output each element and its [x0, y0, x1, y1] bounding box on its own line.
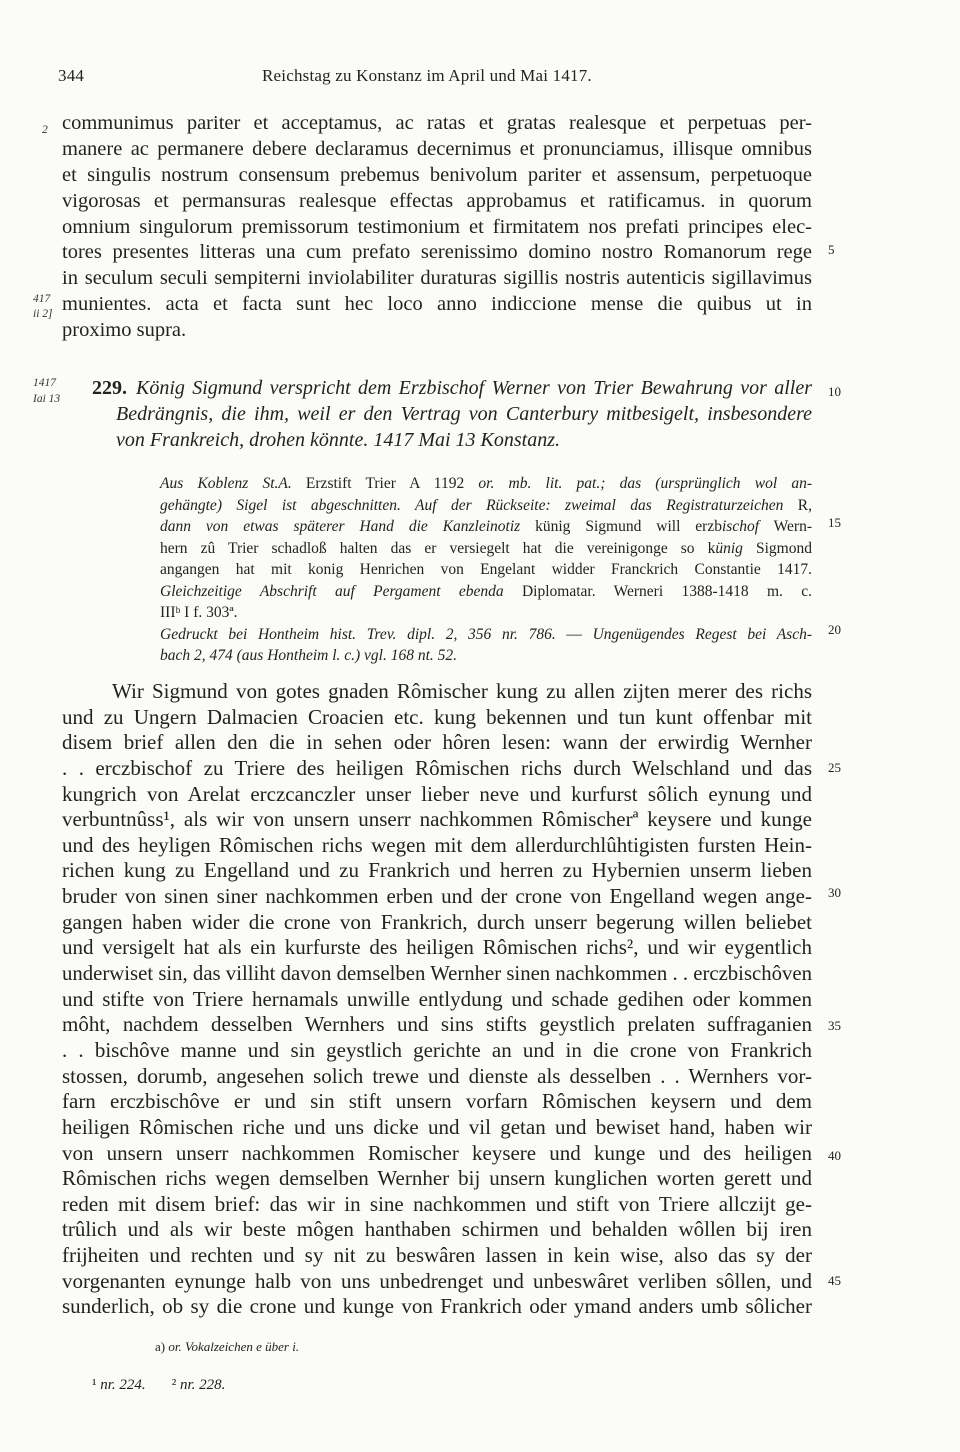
apparatus-segment: dann von etwas späterer Hand die Kanzleinotiz — [160, 518, 521, 535]
line-number: 35 — [828, 1018, 841, 1033]
apparatus-line — [160, 602, 812, 624]
regest-text: König Sigmund verspricht dem Erzbischof Werner von Trier Bewahrung vor aller — [136, 377, 812, 399]
apparatus-segment: R, — [783, 496, 812, 514]
regest-line — [92, 375, 812, 401]
footnote-text: nr. 224. — [100, 1377, 146, 1393]
text-line: underwiset sin, das villiht davon demselben Wernher sinen nachkommen . . erczbischôven — [62, 961, 812, 986]
page-number: 344 — [58, 66, 85, 85]
apparatus-segment: or. mb. lit. pat.; das (ursprünglich wol an- — [478, 475, 813, 492]
apparatus-segment: hern zû Trier schadloß halten das er versiegelt hat die vereinigonge so k — [160, 539, 716, 557]
text-line: farn erczbischôve er und sin stift unsern vorfarn Rômischen keysern und dem — [62, 1089, 812, 1114]
apparatus-segment: Gedruckt bei Hontheim hist. Trev. dipl. 2, 356 nr. 786. — [160, 625, 556, 643]
running-title: Reichstag zu Konstanz im April und Mai 1417. — [262, 66, 592, 85]
margin-date: Iai 13 — [33, 393, 61, 405]
line-number: 15 — [828, 515, 841, 530]
text-line: reden mit disem brief: das wir in sine nachkommen und stift von Triere allczijt ge- — [62, 1191, 812, 1216]
apparatus-segment: Wern- — [759, 518, 813, 535]
text-line: und versigelt hat als ein kurfurste des heiligen Rômischen richs², und wir eygentlich — [62, 935, 812, 960]
text-line: stossen, dorumb, angesehen solich trewe und dienste als desselben . . Wernhers vor- — [62, 1063, 812, 1088]
text-line: vigorosas et permansuras realesque effectas approbamus et ratificamus. in quorum — [62, 189, 812, 212]
apparatus-line — [160, 581, 812, 603]
text-line: . . bischôve manne und sin geystlich gerichte an und in die crone von Frankrich — [62, 1037, 812, 1062]
text-line: und zu Ungern Dalmacien Croacien etc. kung bekennen und tun kunt offenbar mit — [62, 704, 812, 729]
apparatus-segment: Erzstift Trier A 1192 — [291, 475, 479, 492]
margin-note: ii 2] — [33, 308, 53, 320]
text-line: tores presentes litteras una cum prefato serenissimo domino nostro Romanorum rege — [62, 241, 812, 264]
text-line: kungrich von Arelat erczcanczler unser lieber neve und kurfurst sôlich eynung und — [62, 781, 812, 806]
text-line: trûlich und als wir beste môgen hanthaben schirmen und behalden wôllen bij iren — [62, 1217, 812, 1242]
text-line: bruder von sinen siner nachkommen erben und der crone von Engelland wegen ange- — [62, 884, 812, 909]
text-line: proximo supra. — [62, 319, 187, 342]
text-line: heiligen Rômischen riche und uns dicke und vil getan und bewiset hand, haben wir — [62, 1114, 812, 1139]
text-line: omnium singulorum premissorum testimonium et firmitatem nos prefati principes elec- — [62, 215, 812, 238]
text-line: von unsern unserr nachkommen Romischer keysere und kunge und des heiligen — [62, 1140, 812, 1165]
apparatus-line — [160, 538, 812, 560]
text-line: Wir Sigmund von gotes gnaden Rômischer kung zu allen zijten merer des richs — [112, 679, 812, 703]
regest-line: Bedrängnis, die ihm, weil er den Vertrag von Canterbury mitbesigelt, insbesondere — [116, 403, 812, 425]
apparatus-segment: ischof — [721, 518, 760, 535]
continuation-paragraph — [62, 111, 812, 344]
apparatus-segment: Aus Koblenz St.A. — [160, 475, 292, 492]
line-number: 5 — [828, 242, 835, 257]
line-number: 45 — [828, 1273, 841, 1288]
footnote-numbered — [92, 1377, 225, 1394]
text-line: disem brief allen den die in sehen oder hôren lesen: wann der erwirdig Wernher — [62, 730, 812, 755]
regest-line: von Frankreich, drohen könnte. 1417 Mai 13 Konstanz. — [116, 429, 561, 451]
line-number: 25 — [828, 760, 841, 775]
text-line: Rômischen richs wegen demselben Wernher bij unsern kunglichen worten gerett und — [62, 1166, 812, 1191]
text-line: manere ac permanere debere declaramus decernimus et pronunciamus, illisque omnibus — [62, 137, 812, 160]
footnote-text: or. Vokalzeichen e über i. — [168, 1339, 300, 1354]
apparatus-line — [160, 645, 812, 667]
text-line: und stifte von Triere hernamals unwille entlydung und schade gedihen oder kommen — [62, 986, 812, 1011]
text-line: môht, nachdem desselben Wernhers und sins stifts geystlich prelaten suffraganien — [62, 1012, 812, 1037]
text-line: frijheiten und rechten und sy nit zu beswâren lassen in kein wise, also das sy der — [62, 1243, 812, 1268]
apparatus-segment: künig Sigmund will erzb — [520, 518, 722, 535]
apparatus-line — [160, 473, 812, 495]
apparatus-segment: Ungenügendes Regest bei Asch- — [592, 625, 813, 643]
text-line: . . erczbischof zu Triere des heiligen Rômischen richs durch Welschland und das — [62, 755, 812, 780]
line-number: 40 — [828, 1148, 841, 1163]
apparatus-segment: gehängte) Sigel ist abgeschnitten. Auf der Rückseite: zweimal das Registraturzeichen — [160, 496, 784, 514]
text-line: richen kung zu Engelland und zu Frankrich und herren zu Hybernien unserm lieben — [62, 858, 812, 883]
apparatus-segment: IIIᵇ I f. 303ª. — [160, 604, 238, 621]
document-regest — [92, 375, 812, 453]
text-line: sunderlich, ob sy die crone und kunge von Frankrich oder ymand anders umb sôlicher — [62, 1294, 812, 1319]
footnote-mark: a) — [155, 1339, 169, 1354]
text-line: communimus pariter et acceptamus, ac ratas et gratas realesque et perpetuas per- — [62, 112, 812, 134]
apparatus-segment: ünig — [715, 539, 743, 557]
footnote-mark: ² — [171, 1377, 180, 1393]
document-number: 229. — [92, 377, 127, 399]
text-line: verbuntnûss¹, als wir von unsern unserr nachkommen Rômischerª keysere und kunge — [62, 807, 812, 832]
source-apparatus — [160, 473, 812, 667]
margin-note: 417 — [33, 293, 51, 305]
apparatus-segment: Gleichzeitige Abschrift auf Pergament ebenda — [160, 582, 504, 600]
apparatus-line — [160, 516, 812, 538]
footnote-mark: ¹ — [92, 1377, 101, 1393]
line-number: 30 — [828, 885, 841, 900]
apparatus-segment: bach 2, 474 (aus Hontheim l. c.) vgl. 168 nt. 52. — [160, 647, 458, 664]
text-line: gangen haben wider die crone von Frankrich, durch unserr begerung willen beliebet — [62, 909, 812, 934]
text-line: vorgenanten eynunge halb von uns unbedrenget und unbeswâret verliben sôllen, und — [62, 1268, 812, 1293]
footnote-text: nr. 228. — [179, 1377, 226, 1393]
apparatus-segment: Sigmond — [742, 539, 812, 557]
apparatus-segment: — — [555, 625, 593, 643]
apparatus-line — [160, 624, 812, 646]
margin-note: 2 — [42, 124, 48, 136]
text-line: et singulis nostrum consensum prebemus benivolum pariter et assensum, perpetuoque — [62, 163, 812, 186]
apparatus-segment: Diplomatar. Werneri 1388-1418 m. c. — [503, 582, 812, 600]
footnote-letter — [155, 1339, 299, 1355]
line-number: 20 — [828, 622, 841, 637]
apparatus-line — [160, 559, 812, 581]
charter-text — [62, 679, 812, 1320]
apparatus-line — [160, 495, 812, 517]
text-line: munientes. acta et facta sunt hec loco anno indiccione mense die quibus ut in — [62, 293, 812, 316]
apparatus-segment: angangen hat mit konig Henrichen von Engelant widder Franckrich Constantie 1417. — [160, 561, 812, 578]
line-number: 10 — [828, 384, 841, 399]
text-line: und des heyligen Rômischen richs wegen mit dem allerdurchlûhtigisten fursten Hein- — [62, 832, 812, 857]
text-line: in seculum seculi sempiterni inviolabiliter duraturas sigillis nostris autenticis sigillavimus — [62, 267, 812, 290]
margin-date: 1417 — [33, 377, 56, 389]
